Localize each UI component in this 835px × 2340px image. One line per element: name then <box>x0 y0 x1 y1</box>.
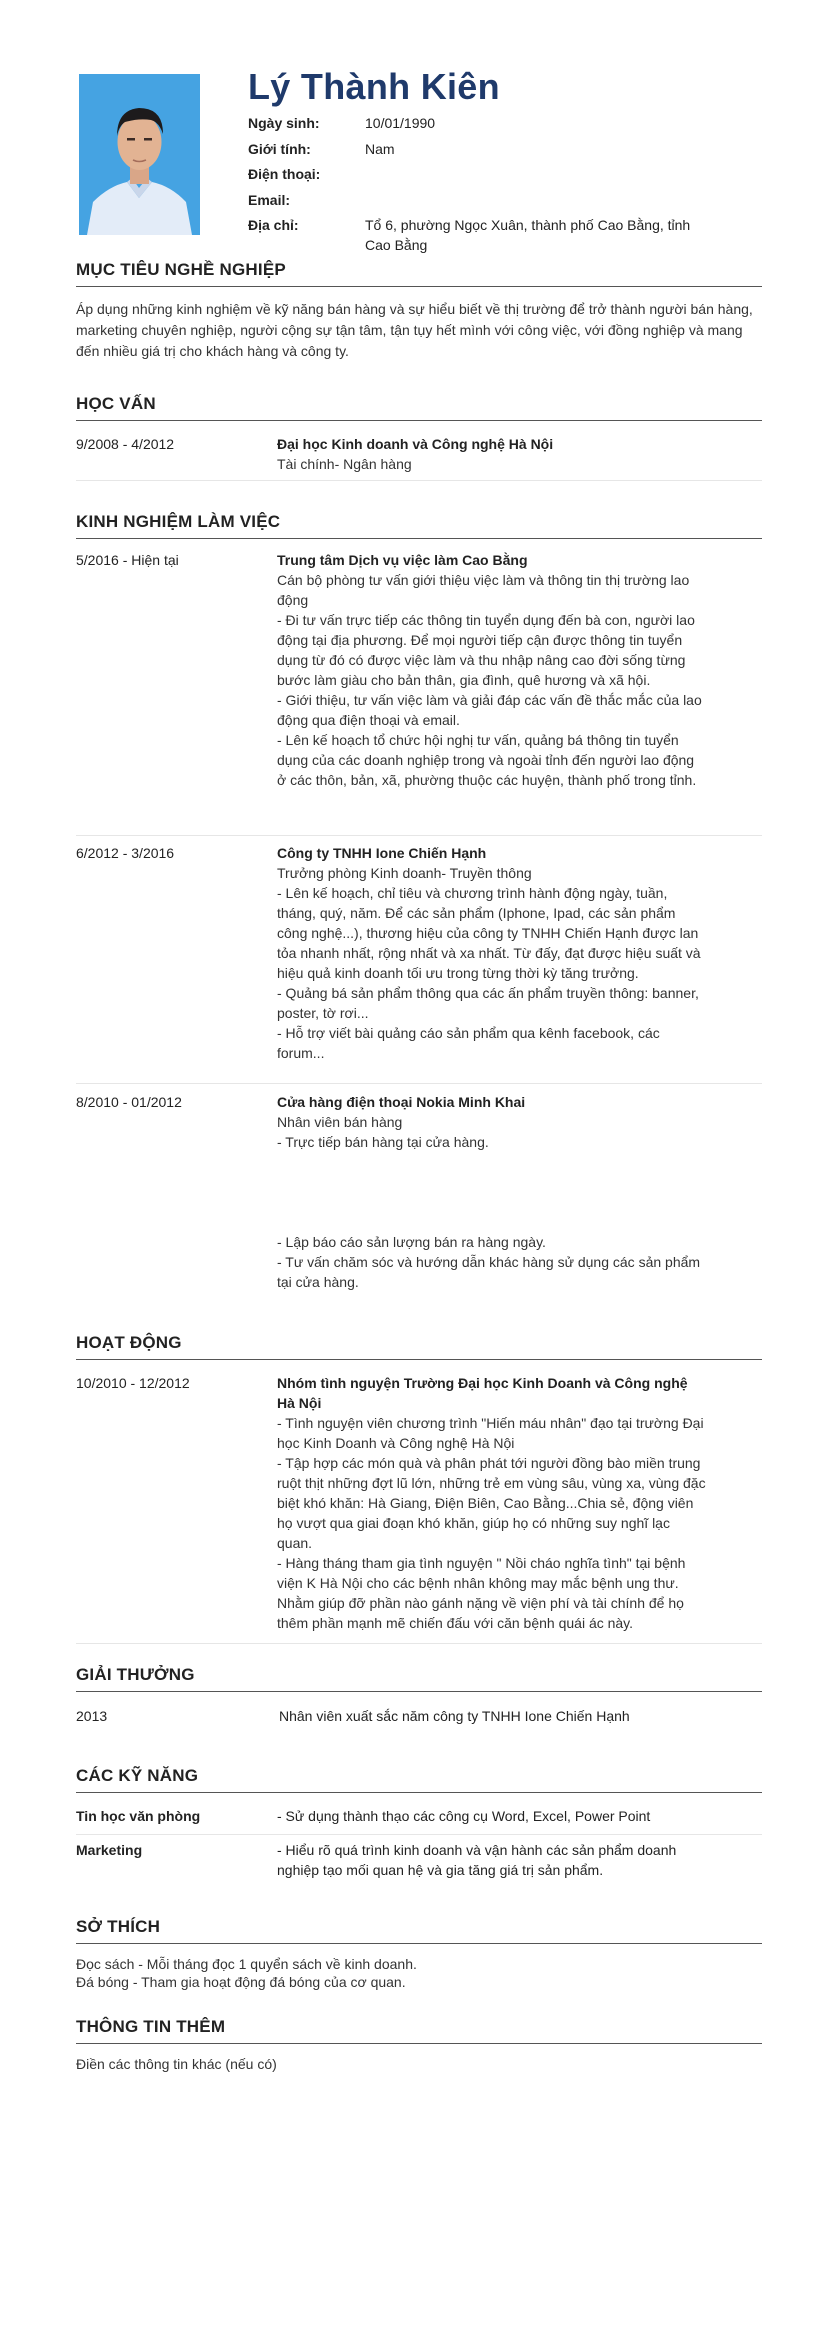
section-title-objective: MỤC TIÊU NGHỀ NGHIỆP <box>76 260 762 287</box>
section-title-education: HỌC VẤN <box>76 394 762 421</box>
company-name: Cửa hàng điện thoại Nokia Minh Khai <box>277 1094 526 1110</box>
company-name: Trung tâm Dịch vụ việc làm Cao Bằng <box>277 552 528 568</box>
info-label: Ngày sinh: <box>248 115 320 131</box>
experience-body <box>277 843 707 1063</box>
skill-name: Tin học văn phòng <box>76 1808 201 1824</box>
job-detail: Cán bộ phòng tư vấn giới thiệu việc làm và thông tin thị trường lao động <box>277 572 690 608</box>
skill-description: - Sử dụng thành thạo các công cụ Word, Excel, Power Point <box>277 1808 651 1824</box>
job-detail: - Lên kế hoạch tổ chức hội nghị tư vấn, quảng bá thông tin tuyển dụng của các doanh nghiệp trong và ngoài tỉnh đến người lao động ở các thôn, bản, xã, phường thuộc các huyện, thành phố trong tỉnh. <box>277 732 697 788</box>
company-name: Công ty TNHH Ione Chiến Hạnh <box>277 845 487 861</box>
hobby-line: Đọc sách - Mỗi tháng đọc 1 quyển sách về kinh doanh. <box>76 1956 417 1972</box>
profile-photo <box>79 74 200 235</box>
job-detail: - Đi tư vấn trực tiếp các thông tin tuyển dụng đến bà con, người lao động tại địa phương. Để mọi người tiếp cận được thông tin tuyển dụng từ đó có được việc làm và thu nhập nâng cao đời sống từng bước làm giàu cho bản thân, gia đình, quê hương và xã hội. <box>277 612 695 688</box>
job-detail: - Giới thiệu, tư vấn việc làm và giải đáp các vấn đề thắc mắc của lao động qua điện thoại và email. <box>277 692 702 728</box>
job-detail: - Tư vấn chăm sóc và hướng dẫn khác hàng sử dụng các sản phẩm tại cửa hàng. <box>277 1254 701 1290</box>
info-label: Giới tính: <box>248 141 311 157</box>
experience-date: 5/2016 - Hiện tại <box>76 552 179 568</box>
award-row <box>76 1706 762 1734</box>
info-value: Nam <box>365 141 395 157</box>
major: Tài chính- Ngân hàng <box>277 456 412 472</box>
section-title-awards: GIẢI THƯỞNG <box>76 1665 762 1692</box>
award-text: Nhân viên xuất sắc năm công ty TNHH Ione Chiến Hạnh <box>279 1708 630 1724</box>
section-title-experience: KINH NGHIỆM LÀM VIỆC <box>76 512 762 539</box>
section-title-activities: HOẠT ĐỘNG <box>76 1333 762 1360</box>
skill-description: - Hiểu rõ quá trình kinh doanh và vận hành các sản phẩm doanh nghiệp tạo mối quan hệ và gia tăng giá trị sản phẩm. <box>277 1842 677 1878</box>
job-detail: - Trực tiếp bán hàng tại cửa hàng. <box>277 1134 489 1150</box>
more-info-text: Điền các thông tin khác (nếu có) <box>76 2056 277 2072</box>
section-title-hobbies: SỞ THÍCH <box>76 1917 762 1944</box>
skill-row <box>76 1806 762 1835</box>
experience-row <box>76 843 762 1084</box>
activity-date: 10/2010 - 12/2012 <box>76 1375 190 1391</box>
organization-name: Nhóm tình nguyện Trường Đại học Kinh Doanh và Công nghệ Hà Nội <box>277 1375 688 1411</box>
experience-date: 6/2012 - 3/2016 <box>76 845 175 861</box>
info-label: Điện thoại: <box>248 166 321 182</box>
school-name: Đại học Kinh doanh và Công nghệ Hà Nội <box>277 436 554 452</box>
objective-text: Áp dụng những kinh nghiệm về kỹ năng bán hàng và sự hiểu biết về thị trường để trở thành người bán hàng, marketing chuyên nghiệp, người cộng sự tận tâm, tận tụy hết mình với công việc, với đồng nghiệp và mang đến nhiều giá trị cho khách hàng và công ty. <box>76 301 753 359</box>
info-label: Địa chỉ: <box>248 217 299 233</box>
award-year: 2013 <box>76 1708 108 1724</box>
job-detail: Trưởng phòng Kinh doanh- Truyền thông <box>277 865 532 881</box>
education-date: 9/2008 - 4/2012 <box>76 436 175 452</box>
activity-detail: - Tập hợp các món quà và phân phát tới người đồng bào miền trung ruột thịt những đợt lũ lớn, những trẻ em vùng sâu, vùng xa, vùng đặc biệt khó khăn: Hà Giang, Điện Biên, Cao Bằng...Chia sẻ, động viên họ vượt qua giai đoạn khó khăn, giúp họ có những suy nghĩ lạc quan. <box>277 1455 706 1551</box>
candidate-name: Lý Thành Kiên <box>248 66 500 107</box>
activity-body <box>277 1373 707 1633</box>
info-value: Tổ 6, phường Ngọc Xuân, thành phố Cao Bằng, tỉnh Cao Bằng <box>365 217 691 253</box>
job-detail: - Hỗ trợ viết bài quảng cáo sản phẩm qua kênh facebook, các forum... <box>277 1025 660 1061</box>
hobby-line: Đá bóng - Tham gia hoạt động đá bóng của cơ quan. <box>76 1974 406 1990</box>
experience-row <box>76 550 762 836</box>
activity-row <box>76 1373 762 1644</box>
education-row <box>76 434 762 481</box>
activity-detail: - Tình nguyện viên chương trình "Hiến máu nhân" đạo tại trường Đại học Kinh Doanh và Công nghệ Hà Nội <box>277 1415 704 1451</box>
activity-detail: - Hàng tháng tham gia tình nguyện " Nồi cháo nghĩa tình" tại bệnh viện K Hà Nội cho các bệnh nhân không may mắc bệnh ung thư. Nhằm giúp đỡ phần nào gánh nặng về viện phí và tài chính để họ thêm phần mạnh mẽ chiến đấu với căn bệnh quái ác này. <box>277 1555 686 1631</box>
skill-row <box>76 1840 762 1886</box>
section-title-skills: CÁC KỸ NĂNG <box>76 1766 762 1793</box>
section-title-more-info: THÔNG TIN THÊM <box>76 2017 762 2044</box>
skill-name: Marketing <box>76 1842 143 1858</box>
info-label: Email: <box>248 192 291 208</box>
experience-row <box>76 1092 762 1324</box>
job-detail: Nhân viên bán hàng <box>277 1114 403 1130</box>
info-value: 10/01/1990 <box>365 115 436 131</box>
experience-date: 8/2010 - 01/2012 <box>76 1094 182 1110</box>
job-detail: - Lên kế hoạch, chỉ tiêu và chương trình hành động ngày, tuần, tháng, quý, năm. Để các sản phẩm (Iphone, Ipad, các sản phẩm công nghệ...), thương hiệu của công ty TNHH Chiến Hạnh được lan tỏa nhanh nhất, rộng nhất và xa nhất. Từ đấy, đạt được hiệu suất và hiệu quả kinh doanh tối ưu trong từng thời kỳ tăng trưởng. <box>277 885 701 981</box>
education-body <box>277 434 707 474</box>
experience-body <box>277 1092 707 1292</box>
job-detail: - Quảng bá sản phẩm thông qua các ấn phẩm truyền thông: banner, poster, tờ rơi... <box>277 985 699 1021</box>
experience-body <box>277 550 707 790</box>
job-detail: - Lập báo cáo sản lượng bán ra hàng ngày. <box>277 1234 546 1250</box>
